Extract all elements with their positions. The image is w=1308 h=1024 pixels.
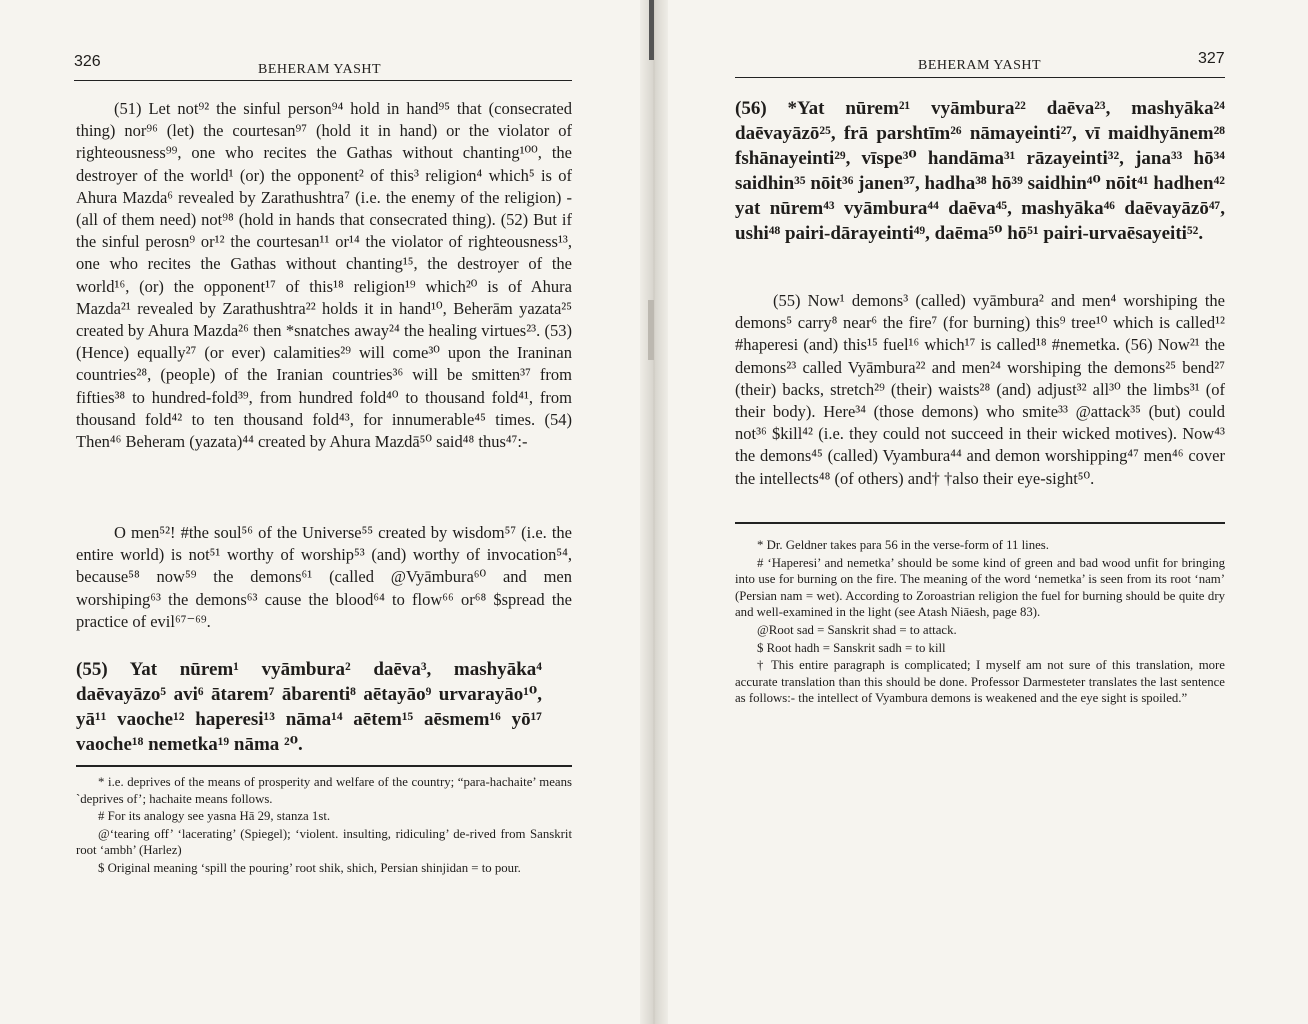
page-number: 326 <box>74 53 101 70</box>
book-gutter <box>640 0 668 1024</box>
footnotes <box>76 774 572 878</box>
footnote: * i.e. deprives of the means of prosperity and welfare of the country; “para-hachaite’ means `deprives of’; hachaite means follows. <box>76 775 572 806</box>
footnote: * Dr. Geldner takes para 56 in the verse-form of 11 lines. <box>757 538 1049 552</box>
paragraph-text: (55) Now¹ demons³ (called) vyāmbura² and men⁴ worshiping the demons⁵ carry⁸ near⁶ the fire⁷ (for burning) this⁹ tree¹⁰ which is called¹² #haperesi (and) this¹⁵ fuel¹⁶ which¹⁷ is called¹⁸ #nemetka. (56) Now²¹ the demons²³ called Vyāmbura²² and men²⁴ worshiping the demons²⁵ bend²⁷ (their) backs, stretch²⁹ (their) waists²⁸ (and) adjust³² all³⁰ the limbs³¹ (of their body). Here³⁴ (those demons) who smite³³ @attack³⁵ (but) could not³⁶ $kill⁴² (i.e. they could not succeed in their wicked motives). Now⁴³ the demons⁴⁵ (called) Vyambura⁴⁴ and demon worshipping⁴⁷ men⁴⁶ cover the intellects⁴⁸ (of others) and† †also their eye-sight⁵⁰. <box>735 291 1225 488</box>
gutter-shadow <box>649 0 654 60</box>
header-rule <box>74 80 572 81</box>
gutter-shadow <box>648 300 654 360</box>
left-page <box>0 0 652 1024</box>
footnote: # ‘Haperesi’ and nemetka’ should be some kind of green and bad wood unfit for bringing into use for burning on the fire. The meaning of the word ‘nemetka’ is seen from its root ‘nam’ (Persian nam = wet). According to Zoroastrian religion the fuel for burning should be quite dry and well-examined in the light (see Atash Niāesh, page 83). <box>735 555 1225 620</box>
running-head: BEHERAM YASHT <box>258 62 382 77</box>
paragraph-text: (51) Let not⁹² the sinful person⁹⁴ hold in hand⁹⁵ that (consecrated thing) nor⁹⁶ (let) the courtesan⁹⁷ (hold it in hand) or the violator of righteousness⁹⁹, one who recites the Gathas without chanting¹⁰⁰, the destroyer of the world¹ (or) the opponent² of this³ religion⁴ which⁵ is of Ahura Mazda⁶ revealed by Zarathushtra⁷ (i.e. the enemy of the religion) - (all of them need) not⁹⁸ (hold in hands that consecrated thing). (52) But if the sinful perosn⁹ or¹² the courtesan¹¹ or¹⁴ the violator of righteousness¹³, one who recites the Gathas without chanting¹⁵, the destroyer of the world¹⁶, (or) the opponent¹⁷ of this¹⁸ religion¹⁹ which²⁰ is of Ahura Mazda²¹ revealed by Zarathushtra²² holds it in hand¹⁰, Beherām yazata²⁵ created by Ahura Mazda²⁶ then *snatches away²⁴ the healing virtues²³. (53) (Hence) equally²⁷ (or ever) calamities²⁹ will come³⁰ upon the Iraninan countries²⁸, (people) of the Iranian countries³⁶ will be smitten³⁷ from fifties³⁸ to hundred-fold³⁹, from hundred fold⁴⁰ to thousand fold⁴¹, from thousand fold⁴² to ten thousand fold⁴³, for innumerable⁴⁵ times. (54) Then⁴⁶ Beheram (yazata)⁴⁴ created by Ahura Mazdā⁵⁰ said⁴⁸ thus⁴⁷:- <box>76 99 572 452</box>
footnote: † This entire paragraph is complicated; I myself am not sure of this translation, more accurate translation than this should be done. Professor Darmesteter translates the last sentence as follows:- the intellect of Vyambura demons is weakened and the eye sight is spoiled.” <box>735 658 1225 706</box>
footnote: @Root sad = Sanskrit shad = to attack. <box>757 622 957 637</box>
footnote: @‘tearing off’ ‘lacerating’ (Spiegel); ‘violent. insulting, ridiculing’ de-rived from Sanskrit root ‘ambh’ (Harlez) <box>76 826 572 858</box>
paragraph-text: O men⁵²! #the soul⁵⁶ of the Universe⁵⁵ created by wisdom⁵⁷ (i.e. the entire world) is not⁵¹ worthy of worship⁵³ (and) worthy of invocation⁵⁴, because⁵⁸ now⁵⁹ the demons⁶¹ (called @Vyāmbura⁶⁰ and men worshiping⁶³ the demons⁶³ cause the blood⁶⁴ to flow⁶⁶ or⁶⁸ $spread the practice of evil⁶⁷⁻⁶⁹. <box>76 523 572 631</box>
avestan-verse-56: (56) *Yat nūrem²¹ vyāmbura²² daēva²³, mashyāka²⁴ daēvayāzō²⁵, frā parshtīm²⁶ nāmayeinti²⁷, vī maidhyānem²⁸ fshānayeinti²⁹, vīspe³⁰ handāma³¹ rāzayeinti³², jana³³ hō³⁴ saidhin³⁵ nōit³⁶ janen³⁷, hadha³⁸ hō³⁹ saidhin⁴⁰ nōit⁴¹ hadhen⁴² yat nūrem⁴³ vyāmbura⁴⁴ daēva⁴⁵, mashyāka⁴⁶ daēvayāzō⁴⁷, ushi⁴⁸ pairi-dārayeinti⁴⁹, daēma⁵⁰ hō⁵¹ pairi-urvaēsayeiti⁵². <box>735 98 1225 244</box>
translation-paragraph-55-56 <box>735 290 1225 490</box>
avestan-verse-55: (55) Yat nūrem¹ vyāmbura² daēva³, mashyāka⁴ daēvayāzo⁵ avi⁶ ātarem⁷ ābarenti⁸ aētayāo⁹ urvarayāo¹⁰, yā¹¹ vaoche¹² haperesi¹³ nāma¹⁴ aētem¹⁵ aēsmem¹⁶ yō¹⁷ vaoche¹⁸ nemetka¹⁹ nāma ²⁰. <box>76 659 542 755</box>
translation-paragraph-51-54 <box>76 98 572 453</box>
footnote: # For its analogy see yasna Hā 29, stanza 1st. <box>98 809 331 824</box>
running-head: BEHERAM YASHT <box>918 58 1042 73</box>
footnote-rule <box>735 522 1225 524</box>
footnote-rule <box>76 765 572 767</box>
footnotes <box>735 537 1225 708</box>
footnote: $ Root hadh = Sanskrit sadh = to kill <box>757 640 946 655</box>
footnote: $ Original meaning ‘spill the pouring’ root shik, shich, Persian shinjidan = to pour. <box>98 860 521 875</box>
translation-paragraph-men <box>76 522 572 633</box>
header-rule <box>735 77 1225 78</box>
page-number: 327 <box>1198 50 1225 67</box>
